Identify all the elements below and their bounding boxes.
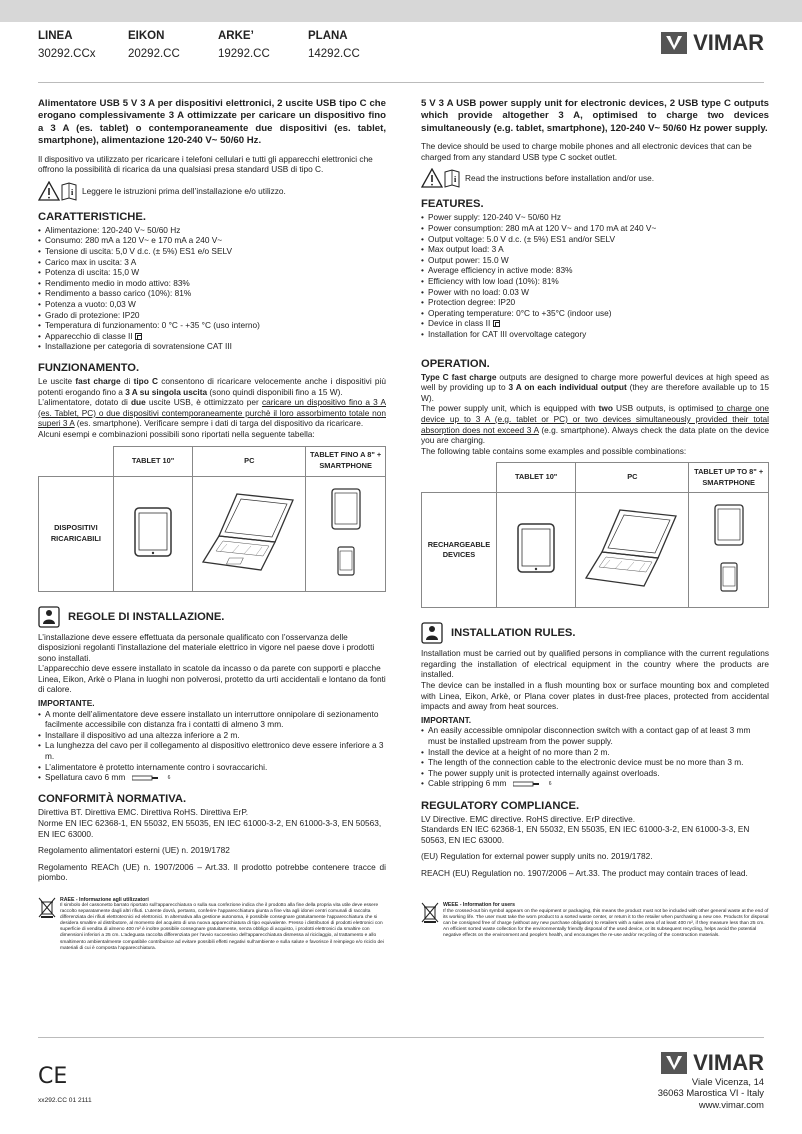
- feature-item: • Average efficiency in active mode: 83%: [421, 265, 769, 276]
- vimar-mark-icon: [661, 1052, 687, 1074]
- english-column: [421, 98, 769, 939]
- crossed-bin-icon: [38, 897, 56, 919]
- installer-icon: [38, 606, 60, 628]
- document-code: xx292.CC 01 2111: [38, 1097, 92, 1104]
- tablet-phone-icon: [711, 503, 747, 593]
- line-linea: [38, 30, 96, 60]
- line-name: EIKON: [128, 30, 165, 42]
- feature-item: • Output power: 15.0 W: [421, 255, 769, 266]
- ce-mark: CE: [38, 1064, 68, 1089]
- feature-item: • Grado di protezione: IP20: [38, 310, 386, 321]
- table-header: TABLET 10": [113, 446, 193, 476]
- feature-item: • Potenza di uscita: 15,0 W: [38, 267, 386, 278]
- compliance-text: Regolamento alimentatori esterni (UE) n. 2019/1782: [38, 845, 230, 856]
- feature-item: • Rendimento medio in modo attivo: 83%: [38, 278, 386, 289]
- tablet-icon: [516, 522, 556, 574]
- weee-title: RAEE - Informazione agli utilizzatori: [60, 896, 149, 903]
- feature-item: • Device in class II: [421, 318, 769, 329]
- table-header: TABLET UP TO 8" + SMARTPHONE: [689, 463, 769, 493]
- installation-item: • Install the device at a height of no more than 2 m.: [421, 747, 769, 758]
- feature-item: • Rendimento a basso carico (10%): 81%: [38, 288, 386, 299]
- line-eikon: [128, 30, 180, 60]
- installation-item: • L’alimentatore è protetto internamente contro i sovraccarichi.: [38, 762, 386, 773]
- features-list: [38, 225, 386, 352]
- feature-item: • Output voltage: 5.0 V d.c. (± 5%) ES1 and/or SELV: [421, 234, 769, 245]
- table-header: TABLET 10": [496, 463, 576, 493]
- operation-para-2: L’alimentatore, dotato di due uscite USB, è ottimizzato per caricare un dispositivo fino a 3 A (es. Tablet, PC) o due dispositivi contemporaneamente purchè il loro assorbimento totale non superi 3 A (es. smartphone). Verificare sempre i dati di targa del dispositivo da ricaricare.: [38, 397, 387, 429]
- feature-item: • Power supply: 120-240 V~ 50/60 Hz: [421, 212, 769, 223]
- installer-icon: [421, 622, 443, 644]
- installation-item: • Spellatura cavo 6 mm 6: [38, 772, 386, 783]
- tablet-phone-icon: [328, 487, 364, 577]
- compliance-text: LV Directive. EMC directive. RoHS directive. ErP directive.: [421, 813, 636, 824]
- pc-cell: [193, 476, 306, 591]
- installation-para: L’apparecchio deve essere installato in scatole da incasso o da parete con supporti e placche Linea, Eikon, Arkè o Plana in luoghi non polverosi, protetto da urti accidentali e lontano da fonti di calore.: [38, 663, 386, 695]
- line-code: 20292.CC: [128, 48, 180, 60]
- operation-para-3: Alcuni esempi e combinazioni possibili sono riportati nella seguente tabella:: [38, 428, 315, 439]
- laptop-icon: [199, 490, 299, 574]
- cable-strip-icon: 6: [132, 773, 171, 784]
- line-name: PLANA: [308, 30, 348, 42]
- installation-para: Installation must be carried out by qualified persons in compliance with the current regulations regarding the installation of electrical equipment in the country where the products are installed.: [421, 648, 769, 680]
- feature-item: • Efficiency with low load (10%): 81%: [421, 276, 769, 287]
- installation-para: L’installazione deve essere effettuata da personale qualificato con l’osservanza delle disposizioni regolanti l’installazione del materiale elettrico in vigore nel paese dove i prodotti sono installati.: [38, 631, 375, 663]
- device-table: [421, 462, 769, 608]
- description-text: Il dispositivo va utilizzato per ricaricare i telefoni cellulari e tutti gli apparecchi elettronici che offrono la possibilità di ricarica da una qualsiasi presa standard USB di tipo C.: [38, 153, 373, 175]
- installation-list: [421, 725, 769, 789]
- warning-row: [38, 181, 386, 201]
- feature-item: • Protection degree: IP20: [421, 297, 769, 308]
- installation-item: • An easily accessible omnipolar disconnection switch with a contact gap of at least 3 mm must be installed upstream from the power supply.: [421, 725, 769, 746]
- compliance-text: Direttiva BT. Direttiva EMC. Direttiva RoHS. Direttiva ErP.: [38, 807, 249, 818]
- footer-vimar-logo: [661, 1050, 764, 1076]
- website-link[interactable]: www.vimar.com: [698, 1098, 764, 1110]
- feature-item: • Operating temperature: 0°C to +35°C (indoor use): [421, 308, 769, 319]
- features-title: CARATTERISTICHE.: [38, 210, 146, 223]
- installation-title: INSTALLATION RULES.: [451, 627, 576, 640]
- compliance-title: REGULATORY COMPLIANCE.: [421, 799, 580, 812]
- installation-item: • Cable stripping 6 mm 6: [421, 778, 769, 789]
- description-text: The device should be used to charge mobile phones and all electronic devices that can be charged from any standard USB type C socket outlet.: [421, 141, 752, 162]
- header-divider: [38, 82, 764, 83]
- tablet-icon: [133, 506, 173, 558]
- installation-item: • The power supply unit is protected internally against overloads.: [421, 768, 769, 779]
- intro-text: 5 V 3 A USB power supply unit for electronic devices, 2 USB type C outputs which provide altogether 3 A, optimised to charge two devices simultaneously (e.g. tablet, smartphone), 120-240 V~ 50/60 Hz power supply.: [421, 98, 769, 134]
- warning-manual-icon: [38, 181, 78, 201]
- tablet-smartphone-cell: [689, 493, 769, 608]
- installation-item: • The length of the connection cable to the electronic device must be no more than 3 m.: [421, 757, 769, 768]
- operation-para-1: Type C fast charge outputs are designed to charge more powerful devices at high speed as well by providing up to 3 A on each individual output (they are therefore available up to 15 W).: [421, 371, 769, 403]
- table-header: PC: [193, 446, 306, 476]
- operation-title: OPERATION.: [421, 357, 490, 370]
- brand-name: VIMAR: [693, 1050, 764, 1075]
- compliance-text: (EU) Regulation for external power supply units no. 2019/1782.: [421, 851, 653, 862]
- laptop-icon: [582, 506, 682, 590]
- important-label: IMPORTANT.: [421, 714, 472, 725]
- feature-item: • Potenza a vuoto: 0,03 W: [38, 299, 386, 310]
- operation-para-2: The power supply unit, which is equipped with two USB outputs, is optimised to charge one device up to 3 A (e.g. tablet or PC) or two devices simultaneously provided their total absorption does not exceed 3 A (e.g. smartphone). Always check the data plate on the device you are charging.: [421, 403, 769, 446]
- weee-notice: [421, 902, 769, 939]
- warning-row: [421, 168, 769, 188]
- class-ii-icon: [135, 333, 142, 340]
- table-header: PC: [576, 463, 689, 493]
- company-address: [658, 1076, 764, 1110]
- line-code: 14292.CC: [308, 48, 360, 60]
- feature-item: • Consumo: 280 mA a 120 V~ e 170 mA a 240 V~: [38, 235, 386, 246]
- tablet-10-cell: [113, 476, 193, 591]
- compliance-text: Standards EN IEC 62368-1, EN 55032, EN 55035, EN IEC 61000-3-2, EN 61000-3-3, EN 50563, EN IEC 63000.: [421, 824, 750, 845]
- table-header: TABLET FINO A 8" + SMARTPHONE: [306, 446, 386, 476]
- line-name: LINEA: [38, 30, 73, 42]
- line-name: ARKE’: [218, 30, 254, 42]
- operation-para-1: Le uscite fast charge di tipo C consentono di ricaricare velocemente anche i dispositivi più potenti erogando fino a 3 A su singola uscita (sono quindi disponibili fino a 15 W).: [38, 375, 386, 397]
- important-label: IMPORTANTE.: [38, 698, 95, 709]
- svg-text:i: i: [71, 187, 74, 197]
- weee-title: WEEE - Information for users: [443, 902, 516, 909]
- address-line: Viale Vicenza, 14: [691, 1076, 764, 1087]
- compliance-text: REACH (EU) Regulation no. 1907/2006 – Art.33. The product may contain traces of lead.: [421, 867, 748, 878]
- feature-item: • Installazione per categoria di sovratensione CAT III: [38, 341, 386, 352]
- compliance-text: Norme EN IEC 62368-1, EN 55032, EN 55035, EN IEC 61000-3-2, EN 61000-3-3, EN 50563, EN IEC 63000.: [38, 817, 382, 839]
- warning-text: Read the instructions before installation and/or use.: [465, 173, 655, 184]
- installation-para: The device can be installed in a flush mounting box or surface mounting box and completed with Linea, Eikon, Arkè, or Plana cover plates in dust-free places, protected from accidental impacts and away from heat sources.: [421, 680, 769, 712]
- installation-list: [38, 709, 386, 784]
- weee-text: Il simbolo del cassonetto barrato riportato sull’apparecchiatura o sulla sua confezione indica che il prodotto alla fine della propria vita utile deve essere raccolto separatamente dagli altri rifiuti. L’utente dovrà, pertanto, conferire l’apparecchiatura giunta a fine vita agli idonei centri comunali di raccolta differenziata dei rifiuti elettrotecnici ed elettronici. In alternativa alla gestione autonoma, è possibile consegnare gratuitamente l’apparecchiatura che si desidera smaltire al distributore, al momento del acquisto di una nuova apparecchiatura di tipo equivalente. Presso i distributori di prodotti elettronici con superficie di vendita di almeno 400 m² è inoltre possibile consegnare gratuitamente, senza obbligo di acquisto, i prodotti elettronici da smaltire con dimensioni inferiori a 25 cm. L’adeguata raccolta differenziata per l’avvio successivo dell’apparecchiatura dismessa al riciclaggio, al trattamento e allo smaltimento ambientalmente compatibile contribuisce ad evitare possibili effetti negativi sull’ambiente e sulla salute e favorisce il reimpiego e/o riciclo dei materiali di cui è composta l’apparecchiatura.: [60, 902, 384, 951]
- feature-item: • Power with no load: 0.03 W: [421, 287, 769, 298]
- svg-text:i: i: [454, 175, 457, 185]
- compliance-title: CONFORMITÀ NORMATIVA.: [38, 793, 187, 806]
- features-list: [421, 212, 769, 339]
- footer-divider: [38, 1037, 764, 1038]
- line-arke: [218, 30, 270, 60]
- feature-item: • Alimentazione: 120-240 V~ 50/60 Hz: [38, 225, 386, 236]
- vimar-logo: [661, 30, 764, 56]
- cable-strip-icon: 6: [513, 779, 552, 790]
- feature-item: • Power consumption: 280 mA at 120 V~ and 170 mA at 240 V~: [421, 223, 769, 234]
- device-table: [38, 446, 386, 592]
- pc-cell: [576, 493, 689, 608]
- address-line: 36063 Marostica VI - Italy: [657, 1087, 764, 1099]
- installation-item: • La lunghezza del cavo per il collegamento al dispositivo elettronico deve essere inferiore a 3 m.: [38, 740, 386, 761]
- installation-title: REGOLE DI INSTALLAZIONE.: [68, 610, 225, 623]
- weee-text: If the crossed-out bin symbol appears on the equipment or packaging, this means the product must not be included with other general waste at the end of its working life. The user must take the worn product to a sorted waste center, or return it to the retailer when purchasing a new one. Products for disposal can be consigned free of charge (without any new purchase obligation) to retailers with a sales area of at least 400 m², if they measure less than 25 cm. An efficient sorted waste collection for the environmentally friendly disposal of the used device, or its subsequent recycling, helps avoid the potential negative effects on the environment and people’s health, and encourages the re-use and/or recycling of the construction materials.: [443, 908, 769, 938]
- compliance-text: Regolamento REACh (UE) n. 1907/2006 – Art.33. Il prodotto potrebbe contenere tracce di piombo.: [38, 861, 386, 883]
- installation-header: [421, 622, 769, 644]
- feature-item: • Temperatura di funzionamento: 0 °C - +35 °C (uso interno): [38, 320, 386, 331]
- weee-notice: [38, 897, 386, 952]
- tablet-10-cell: [496, 493, 576, 608]
- feature-item: • Max output load: 3 A: [421, 244, 769, 255]
- line-code: 30292.CCx: [38, 48, 96, 60]
- operation-title: FUNZIONAMENTO.: [38, 361, 140, 374]
- intro-text: Alimentatore USB 5 V 3 A per dispositivi elettronici, 2 uscite USB tipo C che erogano complessivamente 3 A ottimizzate per caricare un dispositivo fino a 3 A (es. tablet) o contemporaneamente due dispositivi (es. tablet, smartphone), alimentazione 120-240 V~ 50/60 Hz.: [38, 98, 386, 147]
- tablet-smartphone-cell: [306, 476, 386, 591]
- warning-manual-icon: [421, 168, 461, 188]
- italian-column: [38, 98, 386, 952]
- class-ii-icon: [493, 320, 500, 327]
- operation-para-3: The following table contains some examples and possible combinations:: [421, 445, 687, 456]
- installation-item: • Installare il dispositivo ad una altezza inferiore a 2 m.: [38, 730, 386, 741]
- feature-item: • Apparecchio di classe II: [38, 331, 386, 342]
- installation-header: [38, 606, 386, 628]
- warning-text: Leggere le istruzioni prima dell’installazione e/o utilizzo.: [82, 185, 286, 196]
- feature-item: • Carico max in uscita: 3 A: [38, 257, 386, 268]
- crossed-bin-icon: [421, 902, 439, 924]
- top-gray-band: [0, 0, 802, 22]
- features-title: FEATURES.: [421, 198, 484, 211]
- table-row-label: DISPOSITIVI RICARICABILI: [39, 476, 114, 591]
- line-code: 19292.CC: [218, 48, 270, 60]
- installation-item: • A monte dell’alimentatore deve essere installato un interruttore onnipolare di sezionamento facilmente accessibile con distanza fra i contatti di almeno 3 mm.: [38, 709, 386, 730]
- line-plana: [308, 30, 360, 60]
- feature-item: • Installation for CAT III overvoltage category: [421, 329, 769, 340]
- brand-name: VIMAR: [693, 30, 764, 55]
- feature-item: • Tensione di uscita: 5,0 V d.c. (± 5%) ES1 e/o SELV: [38, 246, 386, 257]
- vimar-mark-icon: [661, 32, 687, 54]
- table-row-label: RECHARGEABLE DEVICES: [422, 493, 497, 608]
